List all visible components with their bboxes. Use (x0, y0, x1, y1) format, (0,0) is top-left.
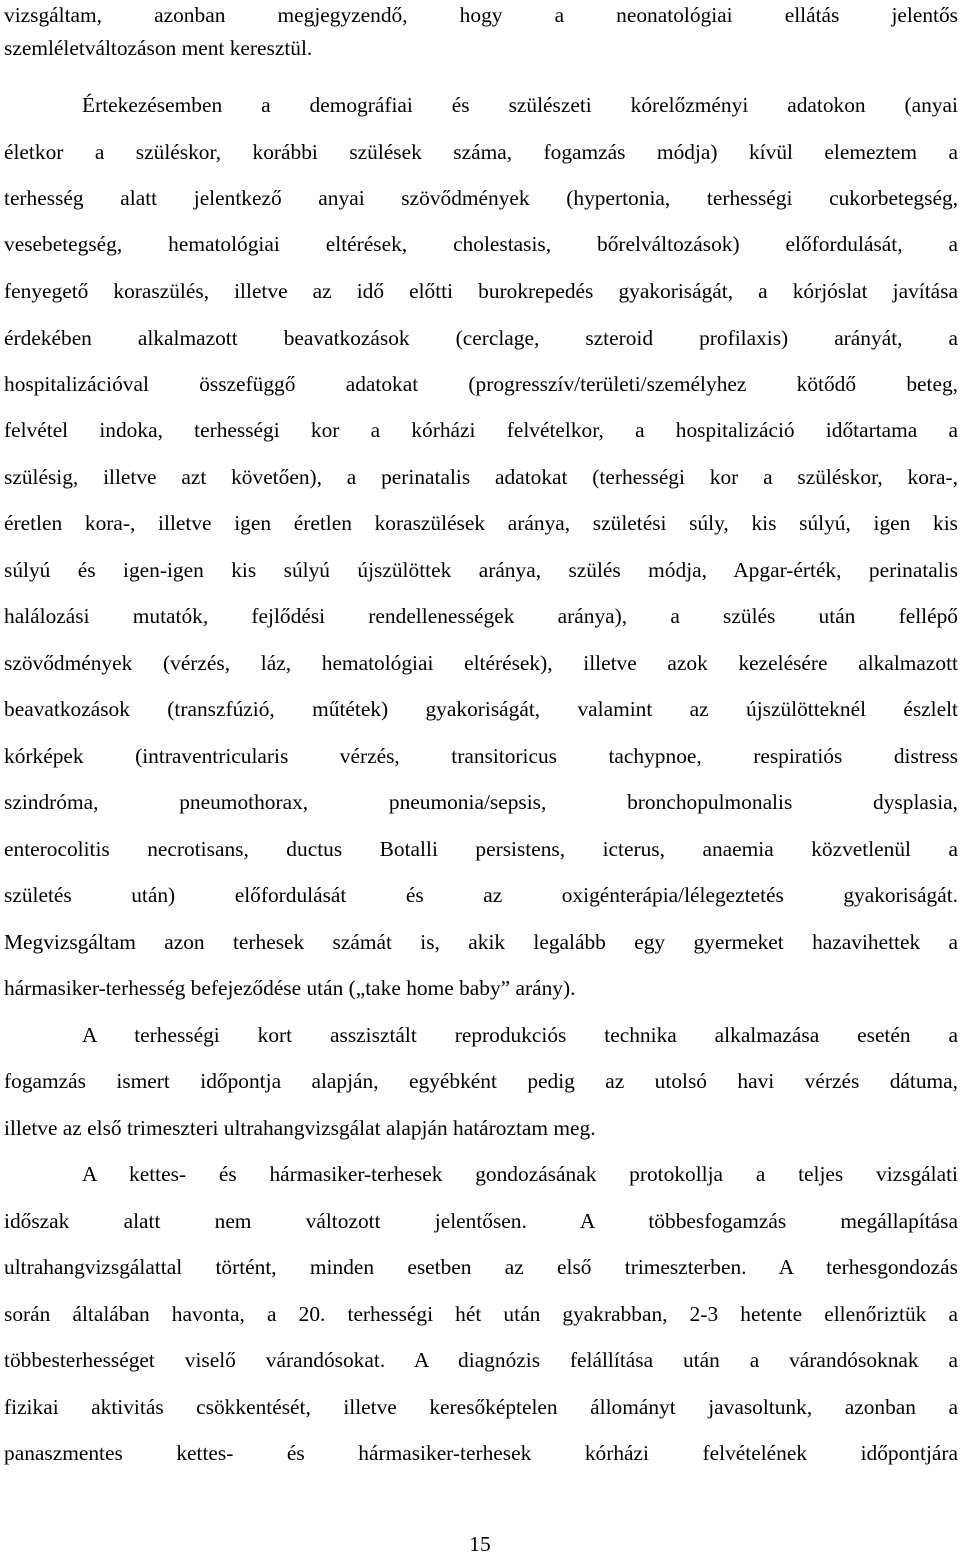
text-line: többesterhességet viselő várandósokat. A diagnózis felállítása után a várandósoknak a (4, 1348, 958, 1372)
text-line: halálozási mutatók, fejlődési rendellenességek aránya), a szülés után fellépő (4, 604, 958, 628)
page-number: 15 (469, 1532, 491, 1556)
text-line: életkor a szüléskor, korábbi szülések száma, fogamzás módja) kívül elemeztem a (4, 140, 958, 164)
text-line: születés után) előfordulását és az oxigénterápia/lélegeztetés gyakoriságát. (4, 883, 958, 907)
text-line: kórképek (intraventricularis vérzés, transitoricus tachypnoe, respiratiós distress (4, 744, 958, 768)
text-line: vesebetegség, hematológiai eltérések, cholestasis, bőrelváltozások) előfordulását, a (4, 232, 958, 256)
text-line: fogamzás ismert időpontja alapján, egyébként pedig az utolsó havi vérzés dátuma, (4, 1069, 958, 1093)
text-line: hospitalizációval összefüggő adatokat (progresszív/területi/személyhez kötődő beteg, (4, 372, 958, 396)
text-line: érdekében alkalmazott beavatkozások (cerclage, szteroid profilaxis) arányát, a (4, 326, 958, 350)
text-line: hármasiker-terhesség befejeződése után („take home baby” arány). (4, 976, 576, 1000)
text-line: felvétel indoka, terhességi kor a kórházi felvételkor, a hospitalizáció időtartama a (4, 418, 958, 442)
text-line: szindróma, pneumothorax, pneumonia/sepsis, bronchopulmonalis dysplasia, (4, 790, 958, 814)
text-line: panaszmentes kettes- és hármasiker-terhesek kórházi felvételének időpontjára (4, 1441, 958, 1465)
text-line: A terhességi kort asszisztált reprodukciós technika alkalmazása esetén a (82, 1023, 958, 1047)
text-line: enterocolitis necrotisans, ductus Botalli persistens, icterus, anaemia közvetlenül a (4, 837, 958, 861)
text-line: fizikai aktivitás csökkentését, illetve keresőképtelen állományt javasoltunk, azonban a (4, 1395, 958, 1419)
text-line: Megvizsgáltam azon terhesek számát is, akik legalább egy gyermeket hazavihettek a (4, 930, 958, 954)
text-line: szemléletváltozáson ment keresztül. (4, 36, 313, 60)
text-line: illetve az első trimeszteri ultrahangvizsgálat alapján határoztam meg. (4, 1116, 596, 1140)
text-line: ultrahangvizsgálattal történt, minden esetben az első trimeszterben. A terhesgondozás (4, 1255, 958, 1279)
text-line: Értekezésemben a demográfiai és szülészeti kórelőzményi adatokon (anyai (82, 93, 958, 117)
text-line: beavatkozások (transzfúzió, műtétek) gyakoriságát, valamint az újszülötteknél észlelt (4, 697, 958, 721)
text-line: fenyegető koraszülés, illetve az idő előtti burokrepedés gyakoriságát, a kórjóslat javítása (4, 279, 958, 303)
text-line: során általában havonta, a 20. terhességi hét után gyakrabban, 2-3 hetente ellenőriztük a (4, 1302, 958, 1326)
text-line: A kettes- és hármasiker-terhesek gondozásának protokollja a teljes vizsgálati (82, 1162, 958, 1186)
text-line: szülésig, illetve azt követően), a perinatalis adatokat (terhességi kor a szüléskor, kora-, (4, 465, 958, 489)
text-line: súlyú és igen-igen kis súlyú újszülöttek aránya, szülés módja, Apgar-érték, perinatalis (4, 558, 958, 582)
text-line: vizsgáltam, azonban megjegyzendő, hogy a neonatológiai ellátás jelentős (4, 3, 958, 27)
text-line: szövődmények (vérzés, láz, hematológiai eltérések), illetve azok kezelésére alkalmazott (4, 651, 958, 675)
text-line: éretlen kora-, illetve igen éretlen koraszülések aránya, születési súly, kis súlyú, igen kis (4, 511, 958, 535)
text-line: időszak alatt nem változott jelentősen. A többesfogamzás megállapítása (4, 1209, 958, 1233)
text-line: terhesség alatt jelentkező anyai szövődmények (hypertonia, terhességi cukorbetegség, (4, 186, 958, 210)
